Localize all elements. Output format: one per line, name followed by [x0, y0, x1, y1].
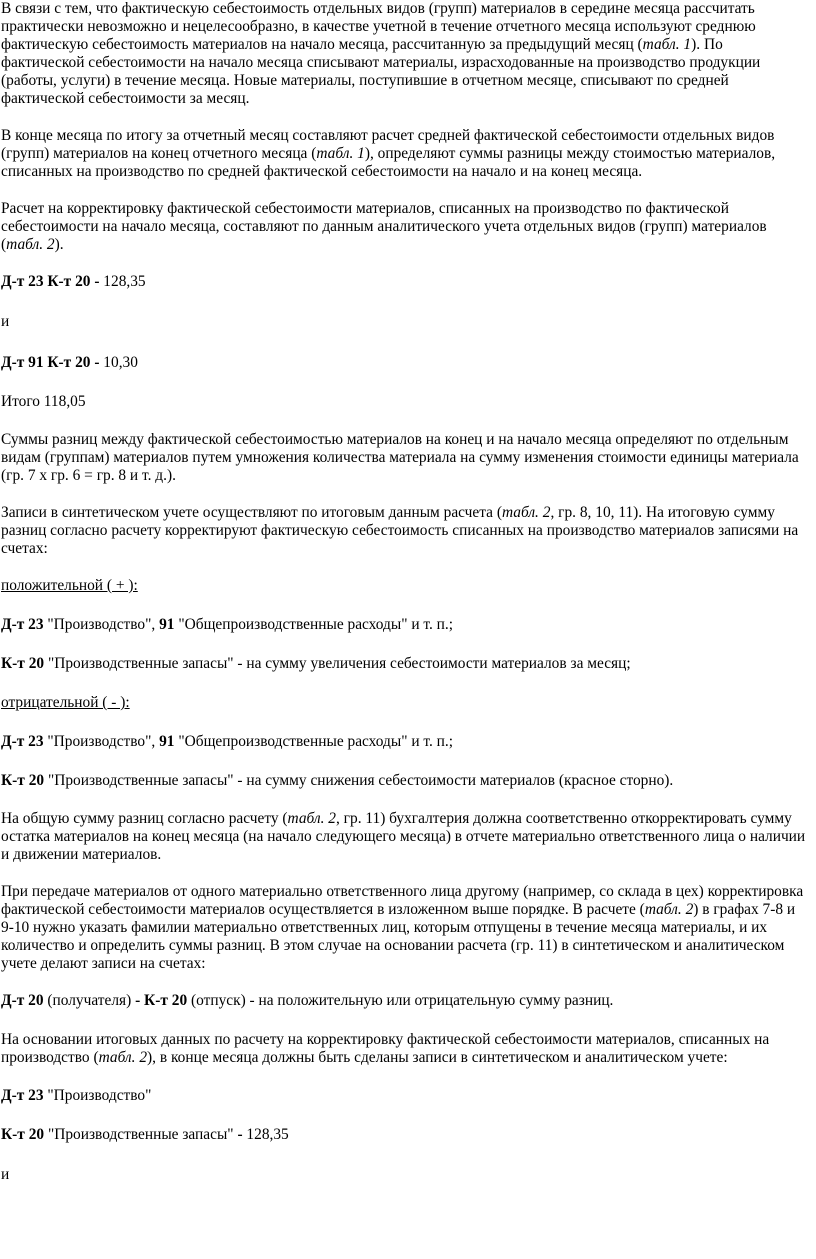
table-ref: табл. 1 — [642, 36, 692, 53]
paragraph-total-adjustment — [1, 810, 810, 864]
text: В конце месяца по итогу за отчетный месяц составляют расчет средней фактической себестоимости отдельных видов (групп) материалов на конец отчетного месяца ( — [1, 127, 775, 162]
paragraph-transfer — [1, 883, 810, 973]
positive-credit-entry: К-т 20 "Производственные запасы" - на сумму увеличения себестоимости материалов за месяц; — [1, 655, 631, 672]
positive-label: положительной ( + ): — [1, 577, 138, 594]
table-ref: табл. 1 — [316, 145, 365, 162]
table-ref: табл. 2 — [644, 901, 694, 918]
table-ref: табл. 2 — [501, 504, 551, 521]
document-body — [1, 0, 810, 1184]
dash: - — [90, 354, 104, 371]
dash: - — [90, 273, 104, 290]
text: , гр. 8, 10, 11). На итоговую сумму разниц согласно расчету корректируют фактическую себестоимость списанных на производство материалов записями на счетах: — [1, 504, 799, 557]
debit-account: Д-т 23 — [1, 1087, 44, 1104]
table-ref: табл. 2 — [6, 236, 55, 253]
conjunction: и — [1, 1166, 10, 1183]
account-number: 91 — [159, 733, 175, 750]
debit-account: Д-т 23 — [1, 273, 44, 290]
credit-account: К-т 20 — [1, 772, 45, 789]
text: ), определяют суммы разницы между стоимостью материалов, списанных на производство по средней фактической себестоимости на начало и на конец месяца. — [1, 145, 776, 180]
debit-account: Д-т 23 — [1, 616, 44, 633]
credit-account: К-т 20 — [1, 1126, 45, 1143]
total-line: Итого 118,05 — [1, 393, 86, 410]
negative-credit-entry: К-т 20 "Производственные запасы" - на сумму снижения себестоимости материалов (красное сторно). — [1, 772, 674, 789]
debit-account: Д-т 20 — [1, 992, 44, 1009]
text: , гр. 11) бухгалтерия должна соответственно откорректировать сумму остатка материалов на конец месяца (на начало следующего месяца) в отчете материально ответственного лица о наличии и движении материалов. — [1, 810, 806, 863]
negative-label: отрицательной ( - ): — [1, 694, 130, 711]
text: Расчет на корректировку фактической себестоимости материалов, списанных на производство по фактической себестоимости на начало месяца, составляют по данным аналитического учета отдельных видов (групп) материалов ( — [1, 200, 767, 253]
text: ). По фактической себестоимости на начало месяца списывают материалы, израсходованные на производство продукции (работы, услуги) в течение месяца. Новые материалы, поступившие в отчетном месяце, списывают по средней фактической себестоимости за месяц. — [1, 36, 761, 107]
amount: 128,35 — [103, 273, 146, 290]
paragraph-calculation — [1, 200, 810, 254]
text: ) в графах 7-8 и 9-10 нужно указать фамилии материально ответственных лиц, которым отпущены в течение месяца материалы, и их количество и определить суммы разниц. В этом случае на основании расчета (гр. 11) в синтетическом и аналитическом учете делают записи на счетах: — [1, 901, 796, 972]
paragraph-intro — [1, 0, 810, 108]
text: ), в конце месяца должны быть сделаны записи в синтетическом и аналитическом учете: — [147, 1049, 728, 1066]
final-debit-entry: Д-т 23 "Производство" — [1, 1087, 152, 1104]
conjunction: и — [1, 313, 10, 330]
amount: 128,35 — [242, 1126, 289, 1143]
positive-debit-entry: Д-т 23 "Производство", 91 "Общепроизводственные расходы" и т. п.; — [1, 616, 454, 633]
credit-account: К-т 20 — [47, 354, 91, 371]
table-ref: табл. 2 — [98, 1049, 148, 1066]
debit-account: Д-т 91 — [1, 354, 44, 371]
paragraph-month-end — [1, 127, 810, 181]
debit-account: Д-т 23 — [1, 733, 44, 750]
entry-d91-k20 — [1, 354, 810, 372]
account-number: 91 — [159, 616, 175, 633]
table-ref: табл. 2 — [287, 810, 336, 827]
credit-account: К-т 20 — [140, 992, 188, 1009]
dash: - — [237, 1126, 243, 1143]
text: На общую сумму разниц согласно расчету ( — [1, 810, 288, 827]
entry-d23-k20 — [1, 273, 810, 291]
paragraph-synthetic-records — [1, 504, 810, 558]
amount: 10,30 — [103, 354, 138, 371]
credit-account: К-т 20 — [47, 273, 91, 290]
paragraph-final-records — [1, 1031, 810, 1067]
text: На основании итоговых данных по расчету на корректировку фактической себестоимости материалов, списанных на производство ( — [1, 1031, 770, 1066]
text: При передаче материалов от одного материально ответственного лица другому (например, со склада в цех) корректировка фактической себестоимости материалов осуществляется в изложенном выше порядке. В расчете ( — [1, 883, 804, 918]
text: В связи с тем, что фактическую себестоимость отдельных видов (групп) материалов в середине месяца рассчитать практически невозможно и нецелесообразно, в качестве учетной в течение отчетного месяца используют среднюю фактическую себестоимость материалов на начало месяца, рассчитанную за предыдущий месяц ( — [1, 0, 756, 53]
credit-account: К-т 20 — [1, 655, 45, 672]
text: ). — [54, 236, 64, 253]
negative-debit-entry: Д-т 23 "Производство", 91 "Общепроизводственные расходы" и т. п.; — [1, 733, 454, 750]
transfer-entry: Д-т 20 (получателя) - К-т 20 (отпуск) - на положительную или отрицательную сумму разниц. — [1, 992, 614, 1009]
text: Записи в синтетическом учете осуществляют по итоговым данным расчета ( — [1, 504, 502, 521]
dash: - — [135, 992, 141, 1009]
final-credit-entry: К-т 20 "Производственные запасы" - 128,35 — [1, 1126, 289, 1143]
paragraph-differences: Суммы разниц между фактической себестоимостью материалов на конец и на начало месяца определяют по отдельным видам (группам) материалов путем умножения количества материала на сумму изменения стоимости единицы материала (гр. 7 х гр. 6 = гр. 8 и т. д.). — [1, 431, 799, 484]
